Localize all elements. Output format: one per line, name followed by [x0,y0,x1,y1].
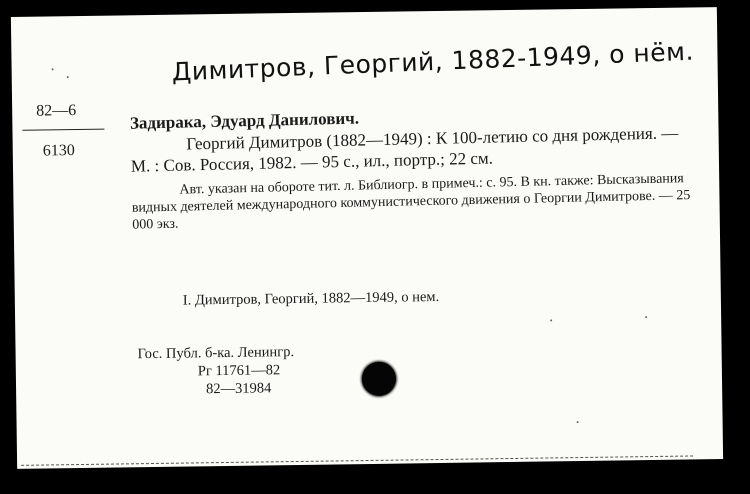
dust-speck [550,319,552,321]
library-record-number: Рг 11761—82 [197,362,281,380]
entry-notes: Авт. указан на обороте тит. л. Библиогр. в примеч.: с. 95. В кн. также: Высказывания видных деятелей международного коммунистического движения о Георгии Димитрове. — 25 000 экз. [131,171,691,233]
handwritten-heading: Димитров, Георгий, 1882-1949, о нём. [171,36,695,87]
library-card-number: 82—31984 [205,380,272,398]
library-name: Гос. Публ. б-ка. Ленингр. [137,344,295,363]
entry-author: Задирака, Эдуард Данилович. [129,108,360,133]
dust-speck [645,316,647,318]
dust-speck [67,76,69,78]
entry-title: Георгий Димитров (1882—1949) : К 100-летию со дня рождения. — М. : Сов. Россия, 1982. — 95 с., ил., портр.; 22 см. [130,123,679,176]
shelfmark-bottom: 6130 [42,142,75,160]
shelfmark-top: 82—6 [36,102,77,120]
dust-speck [52,68,54,70]
bibliographic-entry [130,101,693,234]
subject-tracing: I. Димитров, Георгий, 1882—1949, о нем. [182,288,440,309]
card-punch-hole [362,362,396,396]
shelfmark-divider [22,129,104,131]
dust-speck [577,421,579,423]
library-stamp [137,343,294,399]
card-bottom-edge [21,455,693,465]
catalog-card [11,7,723,469]
